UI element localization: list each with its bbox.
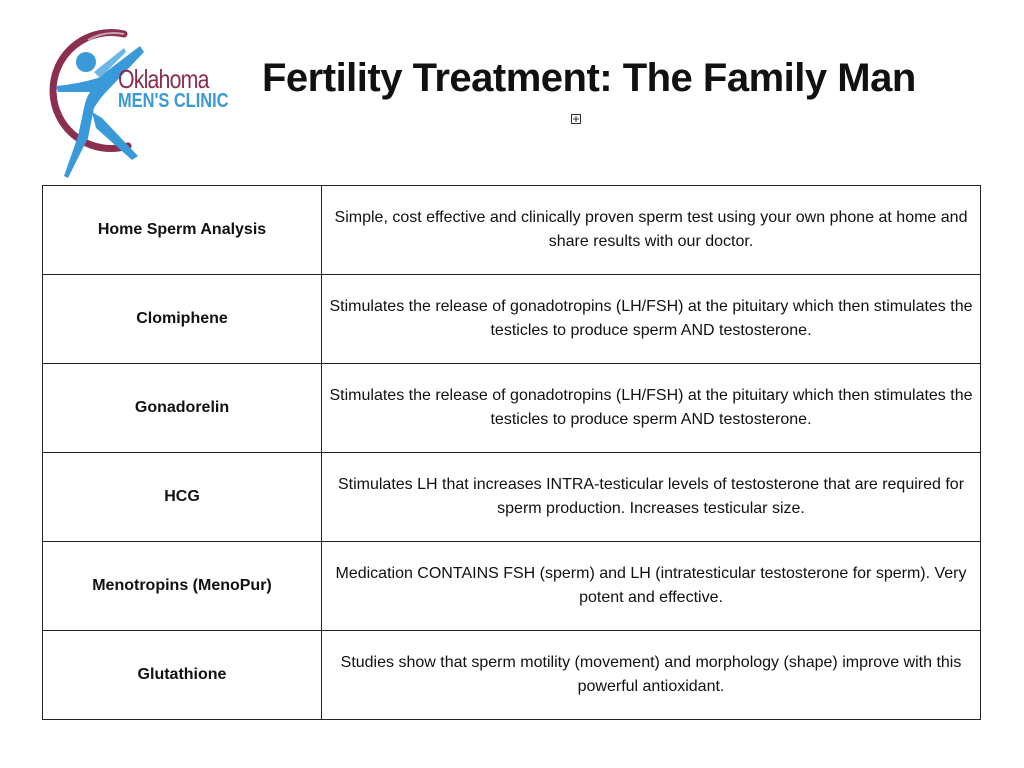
treatment-description: Stimulates LH that increases INTRA-testicular levels of testosterone that are required for sperm production. Increases testicular size. — [322, 453, 981, 542]
treatment-description: Stimulates the release of gonadotropins (LH/FSH) at the pituitary which then stimulates the testicles to produce sperm AND testosterone. — [322, 275, 981, 364]
table-row — [43, 275, 981, 364]
table-row — [43, 453, 981, 542]
treatment-description: Medication CONTAINS FSH (sperm) and LH (intratesticular testosterone for sperm). Very potent and effective. — [322, 542, 981, 631]
treatment-name: Gonadorelin — [43, 364, 322, 453]
table-row — [43, 542, 981, 631]
treatment-name: Menotropins (MenoPur) — [43, 542, 322, 631]
table-row — [43, 186, 981, 275]
treatment-description: Simple, cost effective and clinically proven sperm test using your own phone at home and share results with our doctor. — [322, 186, 981, 275]
logo-text-oklahoma: Oklahoma — [118, 64, 209, 94]
expand-plus-icon[interactable] — [571, 114, 581, 124]
treatment-name: HCG — [43, 453, 322, 542]
clinic-logo — [28, 28, 228, 184]
treatment-name: Clomiphene — [43, 275, 322, 364]
page-title: Fertility Treatment: The Family Man — [262, 56, 916, 100]
logo-text-mens-clinic: MEN'S CLINIC — [118, 90, 229, 112]
treatment-name: Glutathione — [43, 631, 322, 720]
table-row — [43, 631, 981, 720]
treatments-table — [42, 185, 981, 720]
table-row — [43, 364, 981, 453]
treatment-name: Home Sperm Analysis — [43, 186, 322, 275]
treatment-description: Stimulates the release of gonadotropins (LH/FSH) at the pituitary which then stimulates the testicles to produce sperm AND testosterone. — [322, 364, 981, 453]
treatment-description: Studies show that sperm motility (movement) and morphology (shape) improve with this powerful antioxidant. — [322, 631, 981, 720]
